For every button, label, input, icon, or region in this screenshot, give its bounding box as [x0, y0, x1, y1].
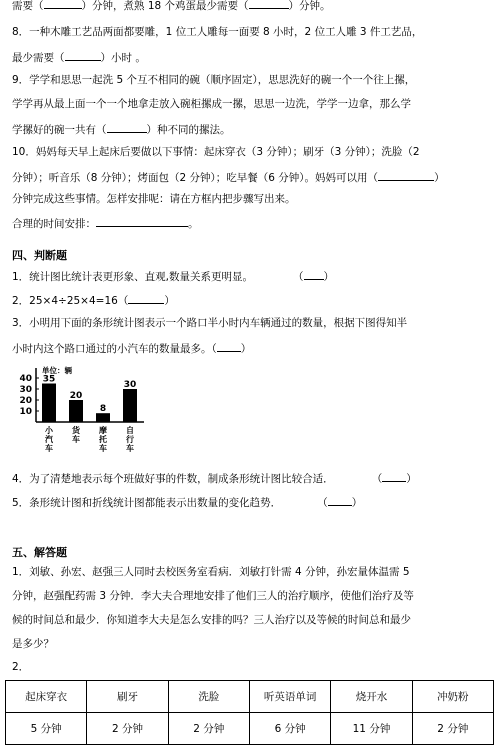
answer-blank[interactable] — [249, 0, 289, 9]
table-header-cell: 起床穿衣 — [6, 681, 87, 713]
category-label: 行 — [126, 435, 134, 444]
judge-5: 5．条形统计图和折线统计图都能表示出数量的变化趋势． （ ） — [12, 494, 362, 510]
answer-blank[interactable] — [65, 49, 101, 61]
judge-4: 4．为了清楚地表示每个班做好事的件数，制成条形统计图比较合适． （ ） — [12, 470, 417, 486]
unit-label: 单位：辆 — [42, 366, 72, 375]
section5-title: 五、解答题 — [12, 546, 67, 559]
q8-line1: 8．一种木雕工艺品两面都要雕，1 位工人雕每一面要 8 小时，2 位工人雕 3 件工艺品， — [12, 26, 423, 38]
q9-line1: 9．学学和思思一起洗 5 个互不相同的碗（顺序固定），思思洗好的碗一个一个往上摞， — [12, 74, 416, 86]
category-label: 摩 — [99, 426, 107, 435]
q9-line2: 学学再从最上面一个一个地拿走放入碗柜摞成一摞，思思一边洗，学学一边拿，那么学 — [12, 98, 411, 110]
table-row — [6, 713, 494, 745]
answer-blank[interactable] — [44, 0, 82, 9]
answer-blank[interactable] — [382, 470, 406, 482]
y-tick-label: 10 — [19, 407, 32, 417]
category-label: 车 — [72, 435, 80, 444]
table-cell: 2 分钟 — [87, 713, 168, 745]
bar — [96, 413, 110, 422]
q10-line1: 10．妈妈每天早上起床后要做以下事情：起床穿衣（3 分钟）；刷牙（3 分钟）；洗脸（2 — [12, 146, 420, 158]
y-tick-label: 20 — [19, 396, 32, 406]
solve-2-number: 2． — [12, 661, 30, 673]
category-label: 货 — [72, 426, 80, 435]
bar-value-label: 35 — [42, 374, 56, 385]
table-cell: 2 分钟 — [168, 713, 249, 745]
answer-blank[interactable] — [304, 268, 324, 280]
judge-3-line2: 小时内这个路口通过的小汽车的数量最多。（ ） — [12, 340, 251, 356]
q9-line3: 学摞好的碗一共有（ ）种不同的摞法。 — [12, 121, 231, 137]
section4-title: 四、判断题 — [12, 249, 67, 262]
judge-3-line1: 3．小明用下面的条形统计图表示一个路口半小时内车辆通过的数量，根据下图得知半 — [12, 317, 408, 329]
vehicle-bar-chart — [14, 364, 154, 464]
solve-1-line4: 是多少？ — [12, 638, 54, 650]
category-label: 小 — [45, 426, 53, 435]
category-label: 自 — [126, 426, 134, 435]
bar — [123, 389, 137, 422]
category-label: 车 — [99, 444, 107, 453]
table-header-cell: 冲奶粉 — [412, 681, 493, 713]
category-label: 车 — [126, 444, 134, 453]
table-header-row — [6, 681, 494, 713]
q8-line2: 最少需要（ ）小时 。 — [12, 49, 146, 65]
answer-blank[interactable] — [128, 292, 164, 304]
bar-value-label: 8 — [99, 404, 107, 415]
category-label: 车 — [45, 444, 53, 453]
judge-1: 1．统计图比统计表更形象、直观,数量关系更明显。 （ ） — [12, 268, 334, 284]
table-cell: 5 分钟 — [6, 713, 87, 745]
table-header-cell: 刷牙 — [87, 681, 168, 713]
judge-2: 2．25×4÷25×4=16（ ） — [12, 292, 175, 308]
q10-line4: 合理的时间安排： 。 — [12, 215, 199, 231]
category-label: 托 — [99, 435, 107, 444]
solve-1-line1: 1．刘敏、孙宏、赵强三人同时去校医务室看病．刘敏打针需 4 分钟，孙宏量体温需 5 — [12, 566, 410, 578]
q10-line2: 分钟）；听音乐（8 分钟）；烤面包（2 分钟）；吃早餐（6 分钟）。妈妈可以用（ ） — [12, 169, 445, 185]
category-label: 汽 — [45, 435, 53, 444]
answer-blank[interactable] — [96, 215, 188, 227]
y-tick-label: 30 — [19, 385, 32, 395]
table-cell: 6 分钟 — [249, 713, 330, 745]
table-header-cell: 听英语单词 — [249, 681, 330, 713]
bar — [69, 400, 83, 422]
table-cell: 11 分钟 — [331, 713, 412, 745]
answer-blank[interactable] — [378, 169, 434, 181]
solve-1-line3: 候的时间总和最少．你知道李大夫是怎么安排的吗？三人治疗以及等候的时间总和最少 — [12, 614, 411, 626]
q7-tail-line: 需要（ ）分钟，煮熟 18 个鸡蛋最少需要（ ）分钟。 — [12, 0, 331, 13]
y-tick-label: 40 — [19, 374, 32, 384]
bar — [42, 384, 56, 423]
table-header-cell: 洗脸 — [168, 681, 249, 713]
answer-blank[interactable] — [328, 494, 352, 506]
solve-1-line2: 分钟，赵强配药需 3 分钟．李大夫合理地安排了他们三人的治疗顺序，使他们治疗及等 — [12, 590, 414, 602]
bar-value-label: 20 — [69, 391, 83, 401]
bar-chart-svg — [14, 364, 154, 464]
table-cell: 2 分钟 — [412, 713, 493, 745]
bar-value-label: 30 — [123, 380, 137, 390]
answer-blank[interactable] — [107, 121, 147, 133]
answer-blank[interactable] — [217, 340, 241, 352]
schedule-table — [5, 680, 494, 745]
table-header-cell: 烧开水 — [331, 681, 412, 713]
q10-line3: 分钟完成这些事情。怎样安排呢：请在方框内把步骤写出来。 — [12, 193, 296, 205]
